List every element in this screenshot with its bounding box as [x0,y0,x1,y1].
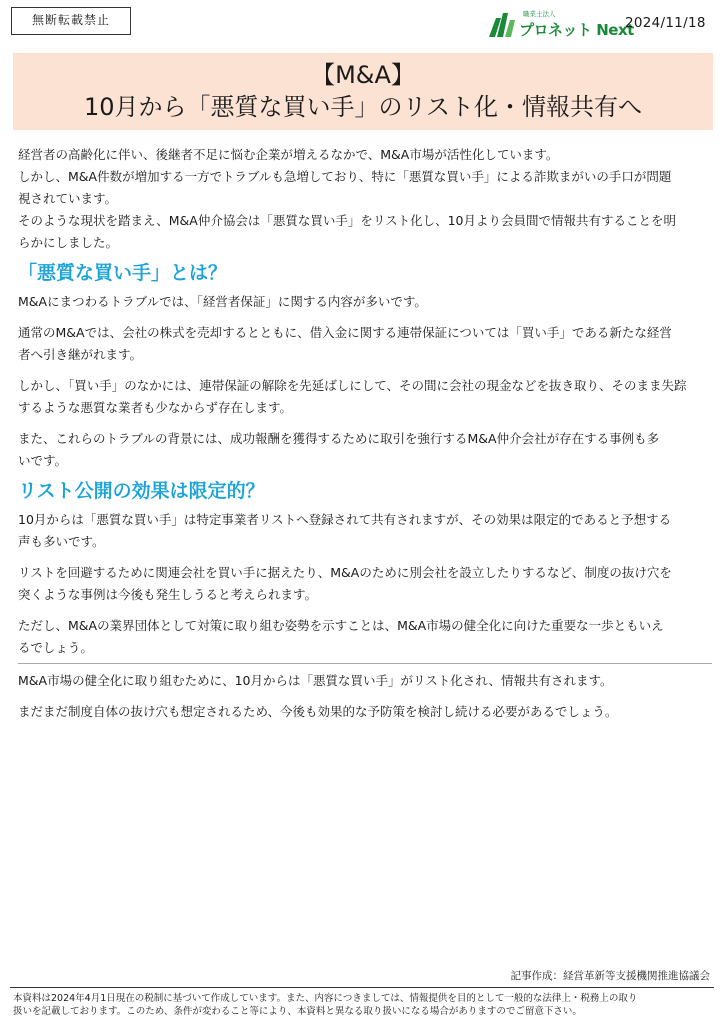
article-credit: 記事作成：経営革新等支援機関推進協議会 [510,970,710,982]
paragraph-line: いです。 [18,453,68,468]
intro-line: 視されています。 [18,191,118,206]
section1-body [18,291,712,472]
summary-block [18,670,712,723]
no-reprint-stamp: 無断転載禁止 [11,7,131,35]
paragraph-line: るでしょう。 [18,640,93,655]
company-logo [487,8,634,40]
summary-divider [18,663,712,664]
page-header [0,0,724,48]
paragraph-line: M&Aにまつわるトラブルでは、「経営者保証」に関する内容が多いです。 [18,294,427,309]
disclaimer-line: 本資料は2024年4月1日現在の税制に基づいて作成しています。また、内容につきましては、情報提供を目的として一般的な法律上・税務上の取り [13,993,638,1004]
disclaimer-footer [13,992,713,1018]
paragraph-line: 者へ引き継がれます。 [18,347,143,362]
paragraph-line: 声も多いです。 [18,534,105,549]
issue-date: 2024/11/18 [625,15,706,31]
logo-subtitle: 職業士法人 [523,10,556,18]
paragraph-line: 突くような事例は今後も発生しうると考えられます。 [18,587,318,602]
paragraph-line: 通常のM&Aでは、会社の株式を売却するとともに、借入金に関する連帯保証については「買い手」である新たな経営 [18,325,672,340]
summary-line: まだまだ制度自体の抜け穴も想定されるため、今後も効果的な予防策を検討し続ける必要があるでしょう。 [18,704,618,719]
paragraph-line: また、これらのトラブルの背景には、成功報酬を獲得するために取引を強行するM&A仲介会社が存在する事例も多 [18,431,660,446]
section-heading-bad-buyer: 「悪質な買い手」とは？ [18,262,228,284]
title-banner [13,53,713,130]
intro-line: らかにしました。 [18,235,119,250]
logo-name: プロネット Next [519,21,634,39]
paragraph-line: リストを回避するために関連会社を買い手に据えたり、M&Aのために別会社を設立したりするなど、制度の抜け穴を [18,565,672,580]
footer-divider [10,987,714,988]
section-heading-list-effect: リスト公開の効果は限定的？ [18,480,265,502]
article-body [18,144,712,723]
intro-line: しかし、M&A件数が増加する一方でトラブルも急増しており、特に「悪質な買い手」による詐欺まがいの手口が問題 [18,169,672,184]
paragraph-line: ただし、M&Aの業界団体として対策に取り組む姿勢を示すことは、M&A市場の健全化に向けた重要な一歩ともいえ [18,618,664,633]
disclaimer-line: 扱いを記載しております。このため、条件が変わること等により、本資料と異なる取り扱いになる場合がありますのでご留意下さい。 [13,1006,582,1017]
intro-block [18,144,712,254]
page-title: 10月から「悪質な買い手」のリスト化・情報共有へ [83,93,643,121]
paragraph-line: しかし、「買い手」のなかには、連帯保証の解除を先延ばしにして、その間に会社の現金などを抜き取り、そのまま失踪 [18,378,687,393]
section2-body [18,509,712,659]
paragraph-line: するような悪質な業者も少なからず存在します。 [18,400,293,415]
building-logo-icon [487,10,517,38]
intro-line: 経営者の高齢化に伴い、後継者不足に悩む企業が増えるなかで、M&A市場が活性化しています。 [18,147,559,162]
paragraph-line: 10月からは「悪質な買い手」は特定事業者リストへ登録されて共有されますが、その効果は限定的であると予想する [18,512,672,527]
intro-line: そのような現状を踏まえ、M&A仲介協会は「悪質な買い手」をリスト化し、10月より会員間で情報共有することを明 [18,213,676,228]
summary-line: M&A市場の健全化に取り組むために、10月からは「悪質な買い手」がリスト化され、情報共有されます。 [18,673,613,688]
title-category: 【M&A】 [311,61,415,89]
